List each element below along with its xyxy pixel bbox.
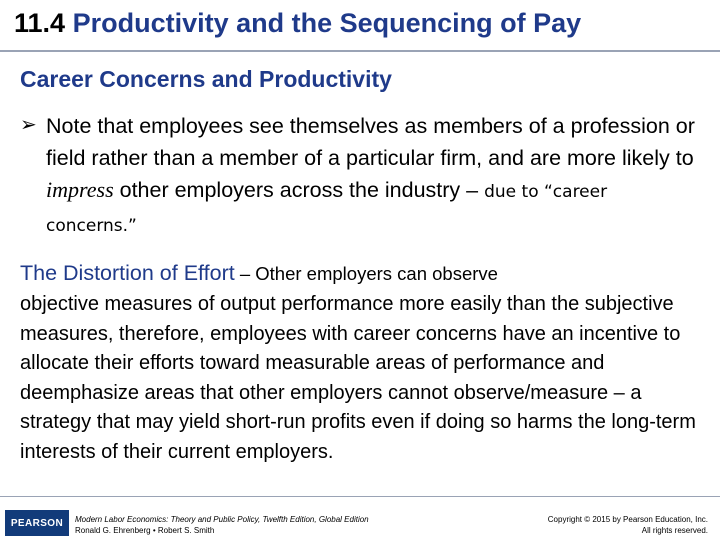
section-heading [20,258,705,289]
subheading: Career Concerns and Productivity [20,66,392,92]
bullet-part-2: other employers across the industry – [113,178,485,202]
book-title: Modern Labor Economics: Theory and Public Policy, Twelfth Edition, Global Edition [75,515,369,524]
title-text: Productivity and the Sequencing of Pay [72,8,582,38]
section-title: The Distortion of Effort [20,261,235,285]
title-number: 11.4 [14,8,66,38]
section-body: objective measures of output performance more easily than the subjective measures, therefore, employees with career concerns have an incentive to allocate their efforts toward measurable areas of performance and deemphasize areas that other employers cannot observe/measure – a strategy that may yield short-run profits even if doing so harms the long-term interests of their current employers. [20,293,696,463]
copyright-line-2: All rights reserved. [641,526,708,535]
footer-divider [0,496,720,497]
bullet-emphasis: impress [46,177,114,202]
bullet-part-3: due to “career concerns.” [46,182,608,236]
footer [0,508,720,540]
footer-copyright [548,514,708,536]
bullet-part-1: Note that employees see themselves as members of a profession or field rather than a member of a particular firm, and are more likely to [46,114,695,170]
bullet-text [46,110,700,242]
bullet-item [20,110,700,242]
footer-book-info [75,514,369,536]
arrow-bullet-icon: ➢ [20,114,37,136]
title-divider [0,50,720,52]
section-lead: – Other employers can observe [234,263,498,284]
pearson-logo: PEARSON [5,510,69,536]
copyright-line-1: Copyright © 2015 by Pearson Education, Inc. [547,515,708,524]
distortion-section [20,258,705,467]
book-authors: Ronald G. Ehrenberg • Robert S. Smith [75,526,215,535]
slide-title [14,8,714,39]
